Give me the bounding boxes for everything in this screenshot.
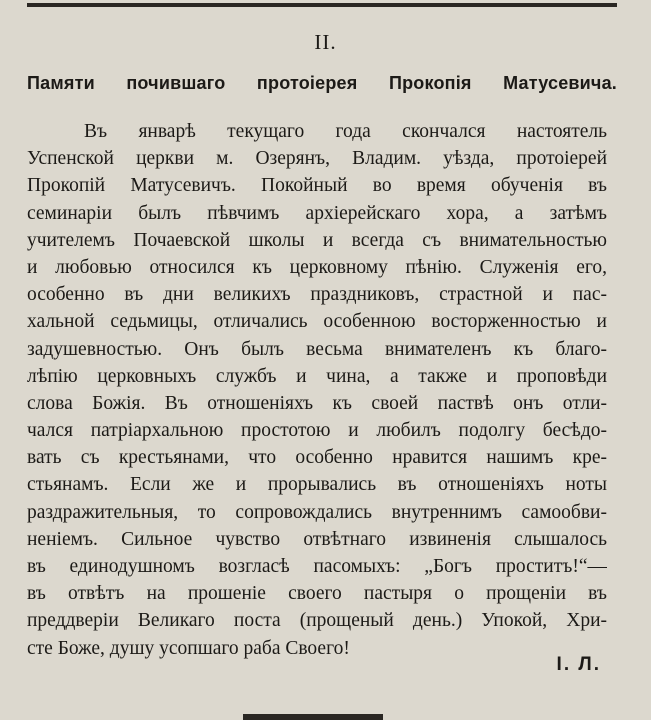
text-line: и любовью относился къ церковному пѣнію. Служенія его, xyxy=(27,256,607,278)
text-line: неніемъ. Сильное чувство отвѣтнаго извиненія слышалось xyxy=(27,528,607,550)
article-heading: Памяти почившаго протоіерея Прокопія Матусевича. xyxy=(27,73,617,93)
text-line: преддверіи Великаго поста (прощеный день.) Упокой, Хри- xyxy=(27,610,607,632)
text-line: лѣпію церковныхъ службъ и чина, а также и проповѣди xyxy=(27,365,607,387)
text-line: слова Божія. Въ отношеніяхъ къ своей паствѣ онъ отли- xyxy=(27,392,607,414)
text-line: семинаріи былъ пѣвчимъ архіерейскаго хора, а затѣмъ xyxy=(27,202,607,224)
section-number: II. xyxy=(314,30,337,54)
text-line: стьянамъ. Если же и прорывались въ отношеніяхъ ноты xyxy=(27,474,607,496)
text-line: въ единодушномъ возгласѣ пасомыхъ: „Богъ проститъ!“— xyxy=(27,556,607,577)
text-line: хальной седьмицы, отличались особенною восторженностью и xyxy=(27,311,607,333)
text-line: учителемъ Почаевской школы и всегда съ внимательностью xyxy=(27,229,607,251)
text-line: чался патріархальною простотою и любилъ подолгу бесѣдо- xyxy=(27,420,607,442)
text-line: раздражительныя, то сопровождались внутреннимъ самообви- xyxy=(27,501,607,523)
text-line: въ отвѣтъ на прошеніе своего пастыря о прощеніи въ xyxy=(27,583,607,605)
text-line: Въ январѣ текущаго года скончался настоятель xyxy=(84,121,607,142)
article-body xyxy=(27,118,607,662)
text-line: сте Боже, душу усопшаго раба Своего! xyxy=(27,637,350,659)
bottom-rule xyxy=(243,714,383,720)
text-line: вать съ крестьянами, что особенно нравится нашимъ кре- xyxy=(27,447,607,469)
text-line: Прокопій Матусевичъ. Покойный во время обученія въ xyxy=(27,175,607,197)
text-line: Успенской церкви м. Озерянъ, Владим. уѣзда, протоіерей xyxy=(27,148,607,170)
author-signature: І. Л. xyxy=(556,654,601,675)
top-rule xyxy=(27,3,617,7)
text-line: особенно въ дни великихъ праздниковъ, страстной и пас- xyxy=(27,284,607,306)
text-line: задушевностью. Онъ былъ весьма внимателенъ къ благо- xyxy=(27,338,607,360)
